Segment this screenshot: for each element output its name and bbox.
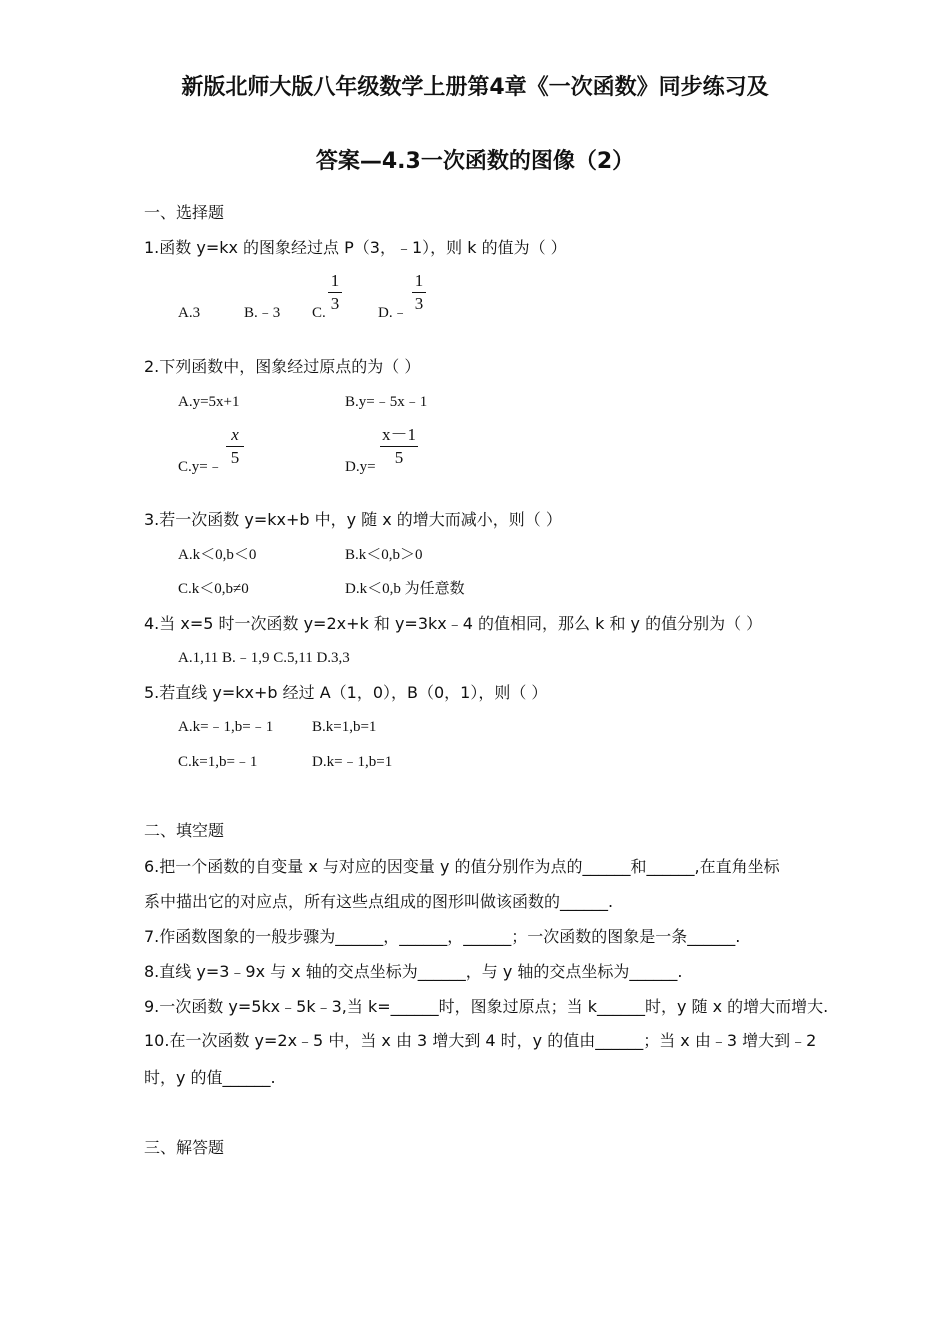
q3-option-a: A.k＜0,b＜0	[178, 547, 257, 563]
q1-option-d: D.﹣	[378, 305, 408, 321]
q1-option-a: A.3	[178, 305, 201, 321]
q7: 7.作函数图象的一般步骤为______，______，______；一次函数的图象是一条______.	[144, 927, 741, 946]
section-choice: 一、选择题	[144, 203, 225, 222]
q2-c-numerator: x	[231, 425, 239, 444]
q2-c-denominator: 5	[230, 448, 240, 467]
q3-option-b: B.k＜0,b＞0	[345, 547, 423, 563]
q2-option-a: A.y=5x+1	[178, 394, 240, 410]
q1-option-b: B.﹣3	[244, 305, 281, 321]
title-line-1: 新版北师大版八年级数学上册第4章《一次函数》同步练习及	[181, 75, 769, 100]
q2-option-d: D.y=	[345, 459, 376, 475]
q8: 8.直线 y=3﹣9x 与 x 轴的交点坐标为______，与 y 轴的交点坐标为______.	[144, 962, 683, 981]
q4-options: A.1,11 B.﹣1,9 C.5,11 D.3,3	[178, 650, 350, 666]
q1-d-denominator: 3	[414, 294, 424, 313]
q1-option-c: C.	[312, 305, 326, 321]
q1-option-c-fraction	[328, 271, 342, 314]
q1-c-numerator: 1	[330, 271, 340, 290]
q5-option-d: D.k=﹣1,b=1	[312, 754, 393, 770]
section-fill: 二、填空题	[144, 821, 225, 840]
q2-d-denominator: 5	[394, 448, 404, 467]
q1-stem: 1.函数 y=kx 的图象经过点 P（3，﹣1），则 k 的值为（ ）	[144, 238, 567, 257]
section-answer: 三、解答题	[144, 1138, 225, 1157]
q2-option-d-fraction	[380, 425, 418, 468]
q3-option-c: C.k＜0,b≠0	[178, 581, 249, 597]
q3-option-d: D.k＜0,b 为任意数	[345, 581, 465, 597]
q3-stem: 3.若一次函数 y=kx+b 中，y 随 x 的增大而减小，则（ ）	[144, 510, 562, 529]
q5-option-b: B.k=1,b=1	[312, 719, 377, 735]
q2-option-c-fraction	[226, 425, 244, 468]
q10-line-1: 10.在一次函数 y=2x﹣5 中，当 x 由 3 增大到 4 时，y 的值由______；当 x 由﹣3 增大到﹣2	[144, 1031, 817, 1050]
q5-option-c: C.k=1,b=﹣1	[178, 754, 258, 770]
q2-option-b: B.y=﹣5x﹣1	[345, 394, 428, 410]
q5-stem: 5.若直线 y=kx+b 经过 A（1，0），B（0，1），则（ ）	[144, 683, 548, 702]
q2-stem: 2.下列函数中，图象经过原点的为（ ）	[144, 357, 421, 376]
q9: 9.一次函数 y=5kx﹣5k﹣3,当 k=______时，图象过原点；当 k______时，y 随 x 的增大而增大.	[144, 997, 829, 1016]
q1-c-denominator: 3	[330, 294, 340, 313]
title-line-2: 答案—4.3一次函数的图像（2）	[315, 149, 635, 174]
q6-line-2: 系中描出它的对应点，所有这些点组成的图形叫做该函数的______.	[144, 892, 614, 911]
q5-option-a: A.k=﹣1,b=﹣1	[178, 719, 274, 735]
q4-stem: 4.当 x=5 时一次函数 y=2x+k 和 y=3kx﹣4 的值相同，那么 k 和 y 的值分别为（ ）	[144, 614, 763, 633]
q1-option-d-fraction	[412, 271, 426, 314]
q6-line-1: 6.把一个函数的自变量 x 与对应的因变量 y 的值分别作为点的______和______,在直角坐标	[144, 857, 780, 876]
q1-d-numerator: 1	[414, 271, 424, 290]
q2-option-c: C.y=﹣	[178, 459, 223, 475]
q10-line-2: 时，y 的值______.	[144, 1068, 276, 1087]
q2-d-numerator: x－1	[382, 425, 416, 444]
